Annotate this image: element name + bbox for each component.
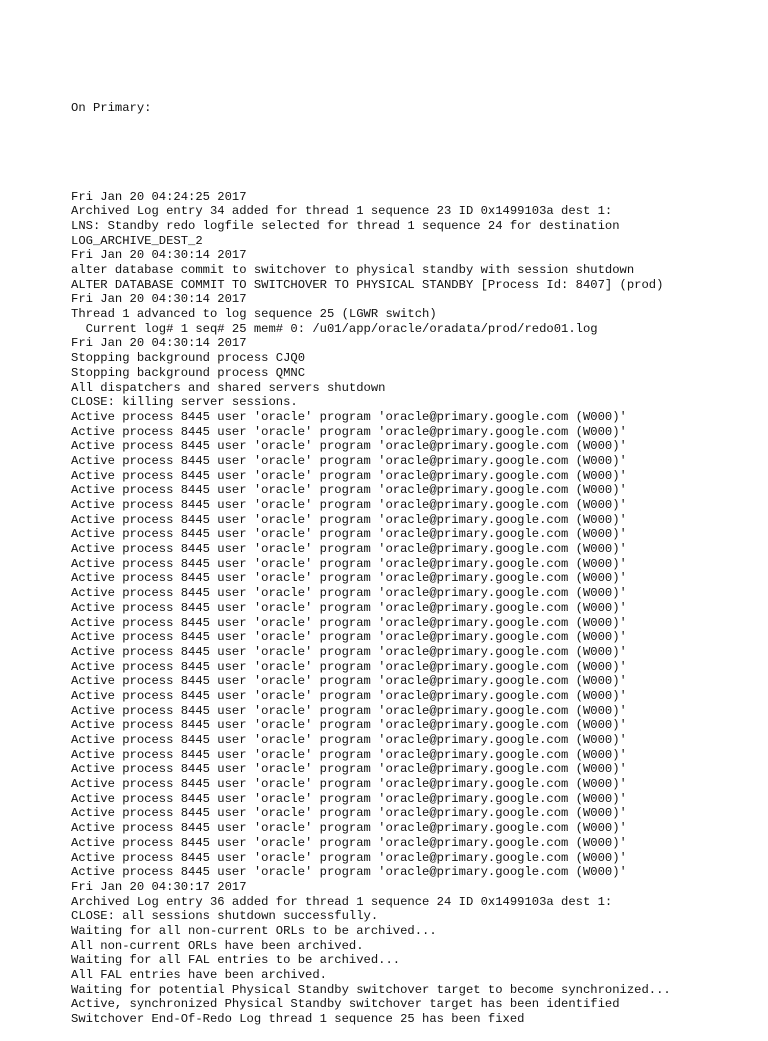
- log-line: Active process 8445 user 'oracle' program 'oracle@primary.google.com (W000)': [71, 483, 627, 498]
- log-line: Active process 8445 user 'oracle' program 'oracle@primary.google.com (W000)': [71, 630, 627, 645]
- log-lines: [71, 190, 761, 1027]
- log-line: Current log# 1 seq# 25 mem# 0: /u01/app/oracle/oradata/prod/redo01.log: [71, 321, 598, 336]
- log-line: Active process 8445 user 'oracle' program 'oracle@primary.google.com (W000)': [71, 409, 627, 424]
- log-line: Fri Jan 20 04:30:14 2017: [71, 248, 247, 263]
- log-line: Active process 8445 user 'oracle' program 'oracle@primary.google.com (W000)': [71, 850, 627, 865]
- log-document: [71, 72, 761, 1041]
- log-line: LOG_ARCHIVE_DEST_2: [71, 233, 203, 248]
- log-line: Switchover End-Of-Redo Log thread 1 sequence 25 has been fixed: [71, 1012, 525, 1027]
- log-line: Active process 8445 user 'oracle' program 'oracle@primary.google.com (W000)': [71, 806, 627, 821]
- log-line: Active process 8445 user 'oracle' program 'oracle@primary.google.com (W000)': [71, 659, 627, 674]
- log-line: All FAL entries have been archived.: [71, 968, 327, 983]
- log-line: CLOSE: killing server sessions.: [71, 395, 298, 410]
- log-line: Active process 8445 user 'oracle' program 'oracle@primary.google.com (W000)': [71, 527, 627, 542]
- log-line: Active process 8445 user 'oracle' program 'oracle@primary.google.com (W000)': [71, 644, 627, 659]
- log-line: Active process 8445 user 'oracle' program 'oracle@primary.google.com (W000)': [71, 865, 627, 880]
- document-heading: On Primary:: [71, 101, 152, 116]
- log-line: Active process 8445 user 'oracle' program 'oracle@primary.google.com (W000)': [71, 777, 627, 792]
- log-line: Active process 8445 user 'oracle' program 'oracle@primary.google.com (W000)': [71, 586, 627, 601]
- log-line: Active process 8445 user 'oracle' program 'oracle@primary.google.com (W000)': [71, 600, 627, 615]
- log-line: Waiting for all FAL entries to be archived...: [71, 953, 401, 968]
- log-line: Active process 8445 user 'oracle' program 'oracle@primary.google.com (W000)': [71, 556, 627, 571]
- log-line: Active process 8445 user 'oracle' program 'oracle@primary.google.com (W000)': [71, 688, 627, 703]
- log-line: Active process 8445 user 'oracle' program 'oracle@primary.google.com (W000)': [71, 718, 627, 733]
- log-line: LNS: Standby redo logfile selected for thread 1 sequence 24 for destination: [71, 218, 620, 233]
- log-line: Active process 8445 user 'oracle' program 'oracle@primary.google.com (W000)': [71, 733, 627, 748]
- log-line: Active process 8445 user 'oracle' program 'oracle@primary.google.com (W000)': [71, 571, 627, 586]
- log-line: alter database commit to switchover to physical standby with session shutdown: [71, 263, 635, 278]
- log-line: Stopping background process QMNC: [71, 365, 306, 380]
- log-line: Active process 8445 user 'oracle' program 'oracle@primary.google.com (W000)': [71, 615, 627, 630]
- log-line: Stopping background process CJQ0: [71, 351, 306, 366]
- log-line: Active process 8445 user 'oracle' program 'oracle@primary.google.com (W000)': [71, 439, 627, 454]
- log-line: Active process 8445 user 'oracle' program 'oracle@primary.google.com (W000)': [71, 835, 627, 850]
- log-line: Waiting for potential Physical Standby switchover target to become synchronized...: [71, 982, 671, 997]
- log-line: Fri Jan 20 04:30:14 2017: [71, 336, 247, 351]
- log-line: Waiting for all non-current ORLs to be archived...: [71, 923, 437, 938]
- log-line: Fri Jan 20 04:30:17 2017: [71, 879, 247, 894]
- log-line: All non-current ORLs have been archived.: [71, 938, 364, 953]
- log-line: Active process 8445 user 'oracle' program 'oracle@primary.google.com (W000)': [71, 747, 627, 762]
- log-line: Active process 8445 user 'oracle' program 'oracle@primary.google.com (W000)': [71, 674, 627, 689]
- log-line: ALTER DATABASE COMMIT TO SWITCHOVER TO PHYSICAL STANDBY [Process Id: 8407] (prod): [71, 277, 664, 292]
- log-line: Active process 8445 user 'oracle' program 'oracle@primary.google.com (W000)': [71, 498, 627, 513]
- blank-line: [71, 146, 761, 161]
- log-line: Active process 8445 user 'oracle' program 'oracle@primary.google.com (W000)': [71, 762, 627, 777]
- log-line: Active process 8445 user 'oracle' program 'oracle@primary.google.com (W000)': [71, 453, 627, 468]
- log-line: All dispatchers and shared servers shutdown: [71, 380, 386, 395]
- log-line: Active process 8445 user 'oracle' program 'oracle@primary.google.com (W000)': [71, 791, 627, 806]
- log-line: Fri Jan 20 04:24:25 2017: [71, 189, 247, 204]
- log-line: Active, synchronized Physical Standby switchover target has been identified: [71, 997, 620, 1012]
- log-line: Archived Log entry 34 added for thread 1 sequence 23 ID 0x1499103a dest 1:: [71, 204, 613, 219]
- log-line: Active process 8445 user 'oracle' program 'oracle@primary.google.com (W000)': [71, 542, 627, 557]
- log-line: Active process 8445 user 'oracle' program 'oracle@primary.google.com (W000)': [71, 468, 627, 483]
- log-line: Active process 8445 user 'oracle' program 'oracle@primary.google.com (W000)': [71, 512, 627, 527]
- log-line: Active process 8445 user 'oracle' program 'oracle@primary.google.com (W000)': [71, 424, 627, 439]
- log-line: Thread 1 advanced to log sequence 25 (LGWR switch): [71, 307, 437, 322]
- log-line: Active process 8445 user 'oracle' program 'oracle@primary.google.com (W000)': [71, 821, 627, 836]
- log-line: Active process 8445 user 'oracle' program 'oracle@primary.google.com (W000)': [71, 703, 627, 718]
- log-line: CLOSE: all sessions shutdown successfully.: [71, 909, 379, 924]
- log-line: Archived Log entry 36 added for thread 1 sequence 24 ID 0x1499103a dest 1:: [71, 894, 613, 909]
- log-line: Fri Jan 20 04:30:14 2017: [71, 292, 247, 307]
